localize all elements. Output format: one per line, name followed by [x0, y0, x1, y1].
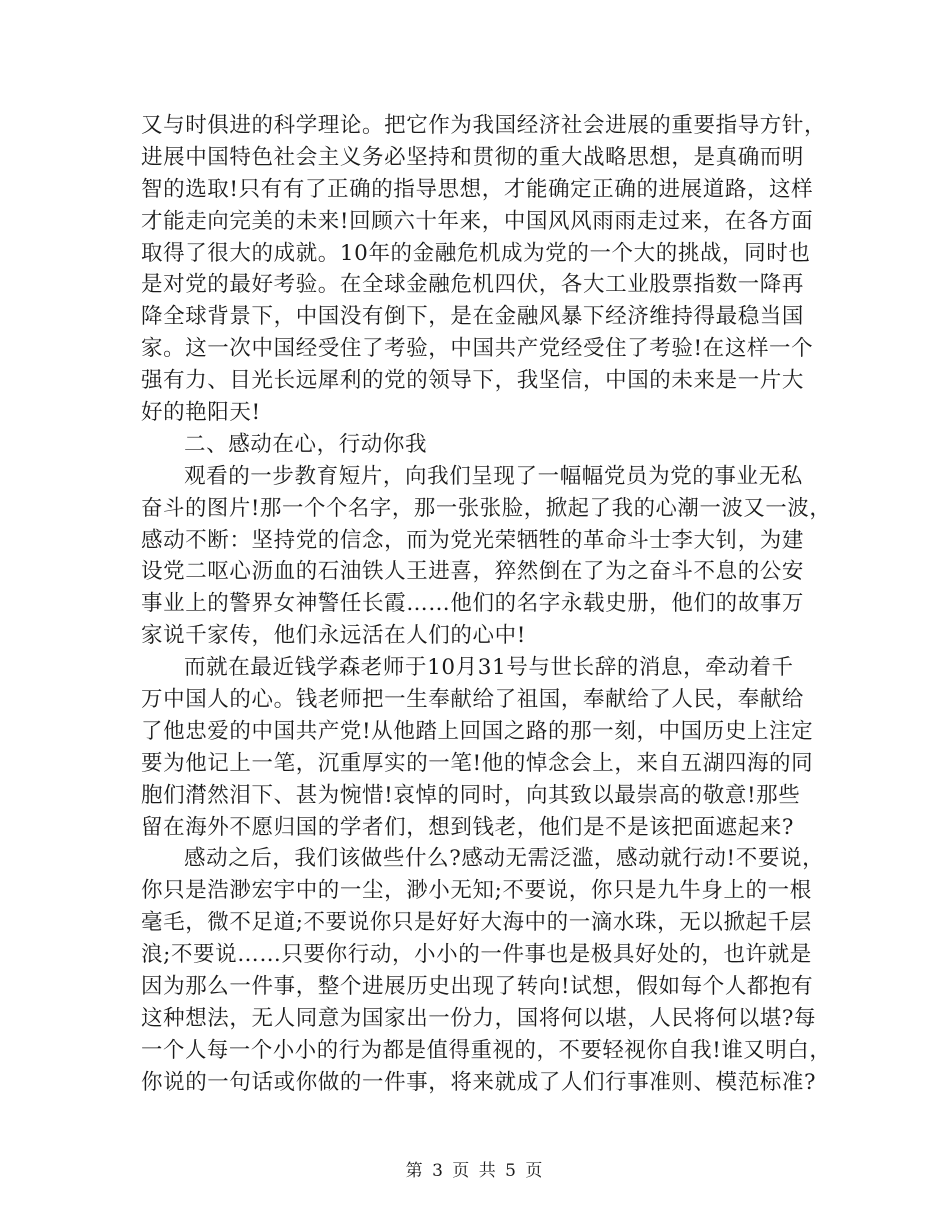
text-line: 好的艳阳天! — [141, 400, 261, 426]
paragraph-first-line: 观看的一步教育短片，向我们呈现了一幅幅党员为党的事业无私 — [184, 463, 803, 489]
text-line: 降全球背景下，中国没有倒下，是在金融风暴下经济维持得最稳当国 — [141, 304, 805, 330]
body-text — [141, 110, 831, 1099]
page-footer: 第 3 页 共 5 页 — [405, 1161, 545, 1181]
text-line: 才能走向完美的未来!回顾六十年来，中国风风雨雨走过来，在各方面 — [141, 208, 814, 234]
text-line: 设党二呕心沥血的石油铁人王进喜，猝然倒在了为之奋斗不息的公安 — [141, 559, 805, 585]
text-line: 家说千家传，他们永远活在人们的心中! — [141, 623, 526, 649]
text-line: 奋斗的图片!那一个个名字，那一张张脸，掀起了我的心潮一波又一波， — [141, 495, 832, 521]
text-line: 又与时俱进的科学理论。把它作为我国经济社会进展的重要指导方针， — [141, 113, 827, 138]
text-line: 事业上的警界女神警任长霞……他们的名字永载史册，他们的故事万 — [141, 591, 805, 617]
text-line: 万中国人的心。钱老师把一生奉献给了祖国，奉献给了人民，奉献给 — [141, 687, 805, 713]
text-line: 这种想法，无人同意为国家出一份力，国将何以堪，人民将何以堪?每 — [141, 1005, 817, 1031]
text-line: 毫毛，微不足道;不要说你只是好好大海中的一滴水珠，无以掀起千层 — [141, 910, 812, 936]
text-line: 进展中国特色社会主义务必坚持和贯彻的重大战略思想，是真确而明 — [141, 144, 805, 170]
text-line: 浪;不要说……只要你行动，小小的一件事也是极具好处的，也许就是 — [141, 942, 812, 968]
text-line: 要为他记上一笔，沉重厚实的一笔!他的悼念会上，来自五湖四海的同 — [141, 750, 814, 776]
text-line: 你说的一句话或你做的一件事，将来就成了人们行事准则、模范标准? — [141, 1069, 817, 1095]
text-line: 你只是浩渺宏宇中的一尘，渺小无知;不要说，你只是九牛身上的一根 — [141, 878, 812, 904]
text-line: 因为那么一件事，整个进展历史出现了转向!试想，假如每个人都抱有 — [141, 974, 814, 1000]
paragraph-first-line: 二、感动在心，行动你我 — [184, 431, 428, 457]
text-line: 留在海外不愿归国的学者们，想到钱老，他们是不是该把面遮起来? — [141, 814, 795, 840]
text-line: 感动不断：坚持党的信念，而为党光荣牺牲的革命斗士李大钊，为建 — [141, 527, 805, 553]
text-line: 胞们潸然泪下、甚为惋惜!哀悼的同时，向其致以最崇高的敬意!那些 — [141, 782, 801, 808]
text-line: 是对党的最好考验。在全球金融危机四伏，各大工业股票指数一降再 — [141, 272, 805, 298]
text-line: 取得了很大的成就。10年的金融危机成为党的一个大的挑战，同时也 — [141, 240, 811, 266]
text-line: 强有力、目光长远犀利的党的领导下，我坚信，中国的未来是一片大 — [141, 368, 805, 394]
text-line: 一个人每一个小小的行为都是值得重视的，不要轻视你自我!谁又明白， — [141, 1037, 832, 1063]
text-line: 智的选取!只有有了正确的指导思想，才能确定正确的进展道路，这样 — [141, 176, 814, 202]
paragraph-first-line: 而就在最近钱学森老师于10月31号与世长辞的消息，牵动着千 — [184, 655, 794, 681]
paragraph-first-line: 感动之后，我们该做些什么?感动无需泛滥，感动就行动!不要说， — [184, 846, 825, 872]
text-line: 了他忠爱的中国共产党!从他踏上回国之路的那一刻，中国历史上注定 — [141, 718, 814, 744]
text-line: 家。这一次中国经受住了考验，中国共产党经受住了考验!在这样一个 — [141, 336, 814, 362]
